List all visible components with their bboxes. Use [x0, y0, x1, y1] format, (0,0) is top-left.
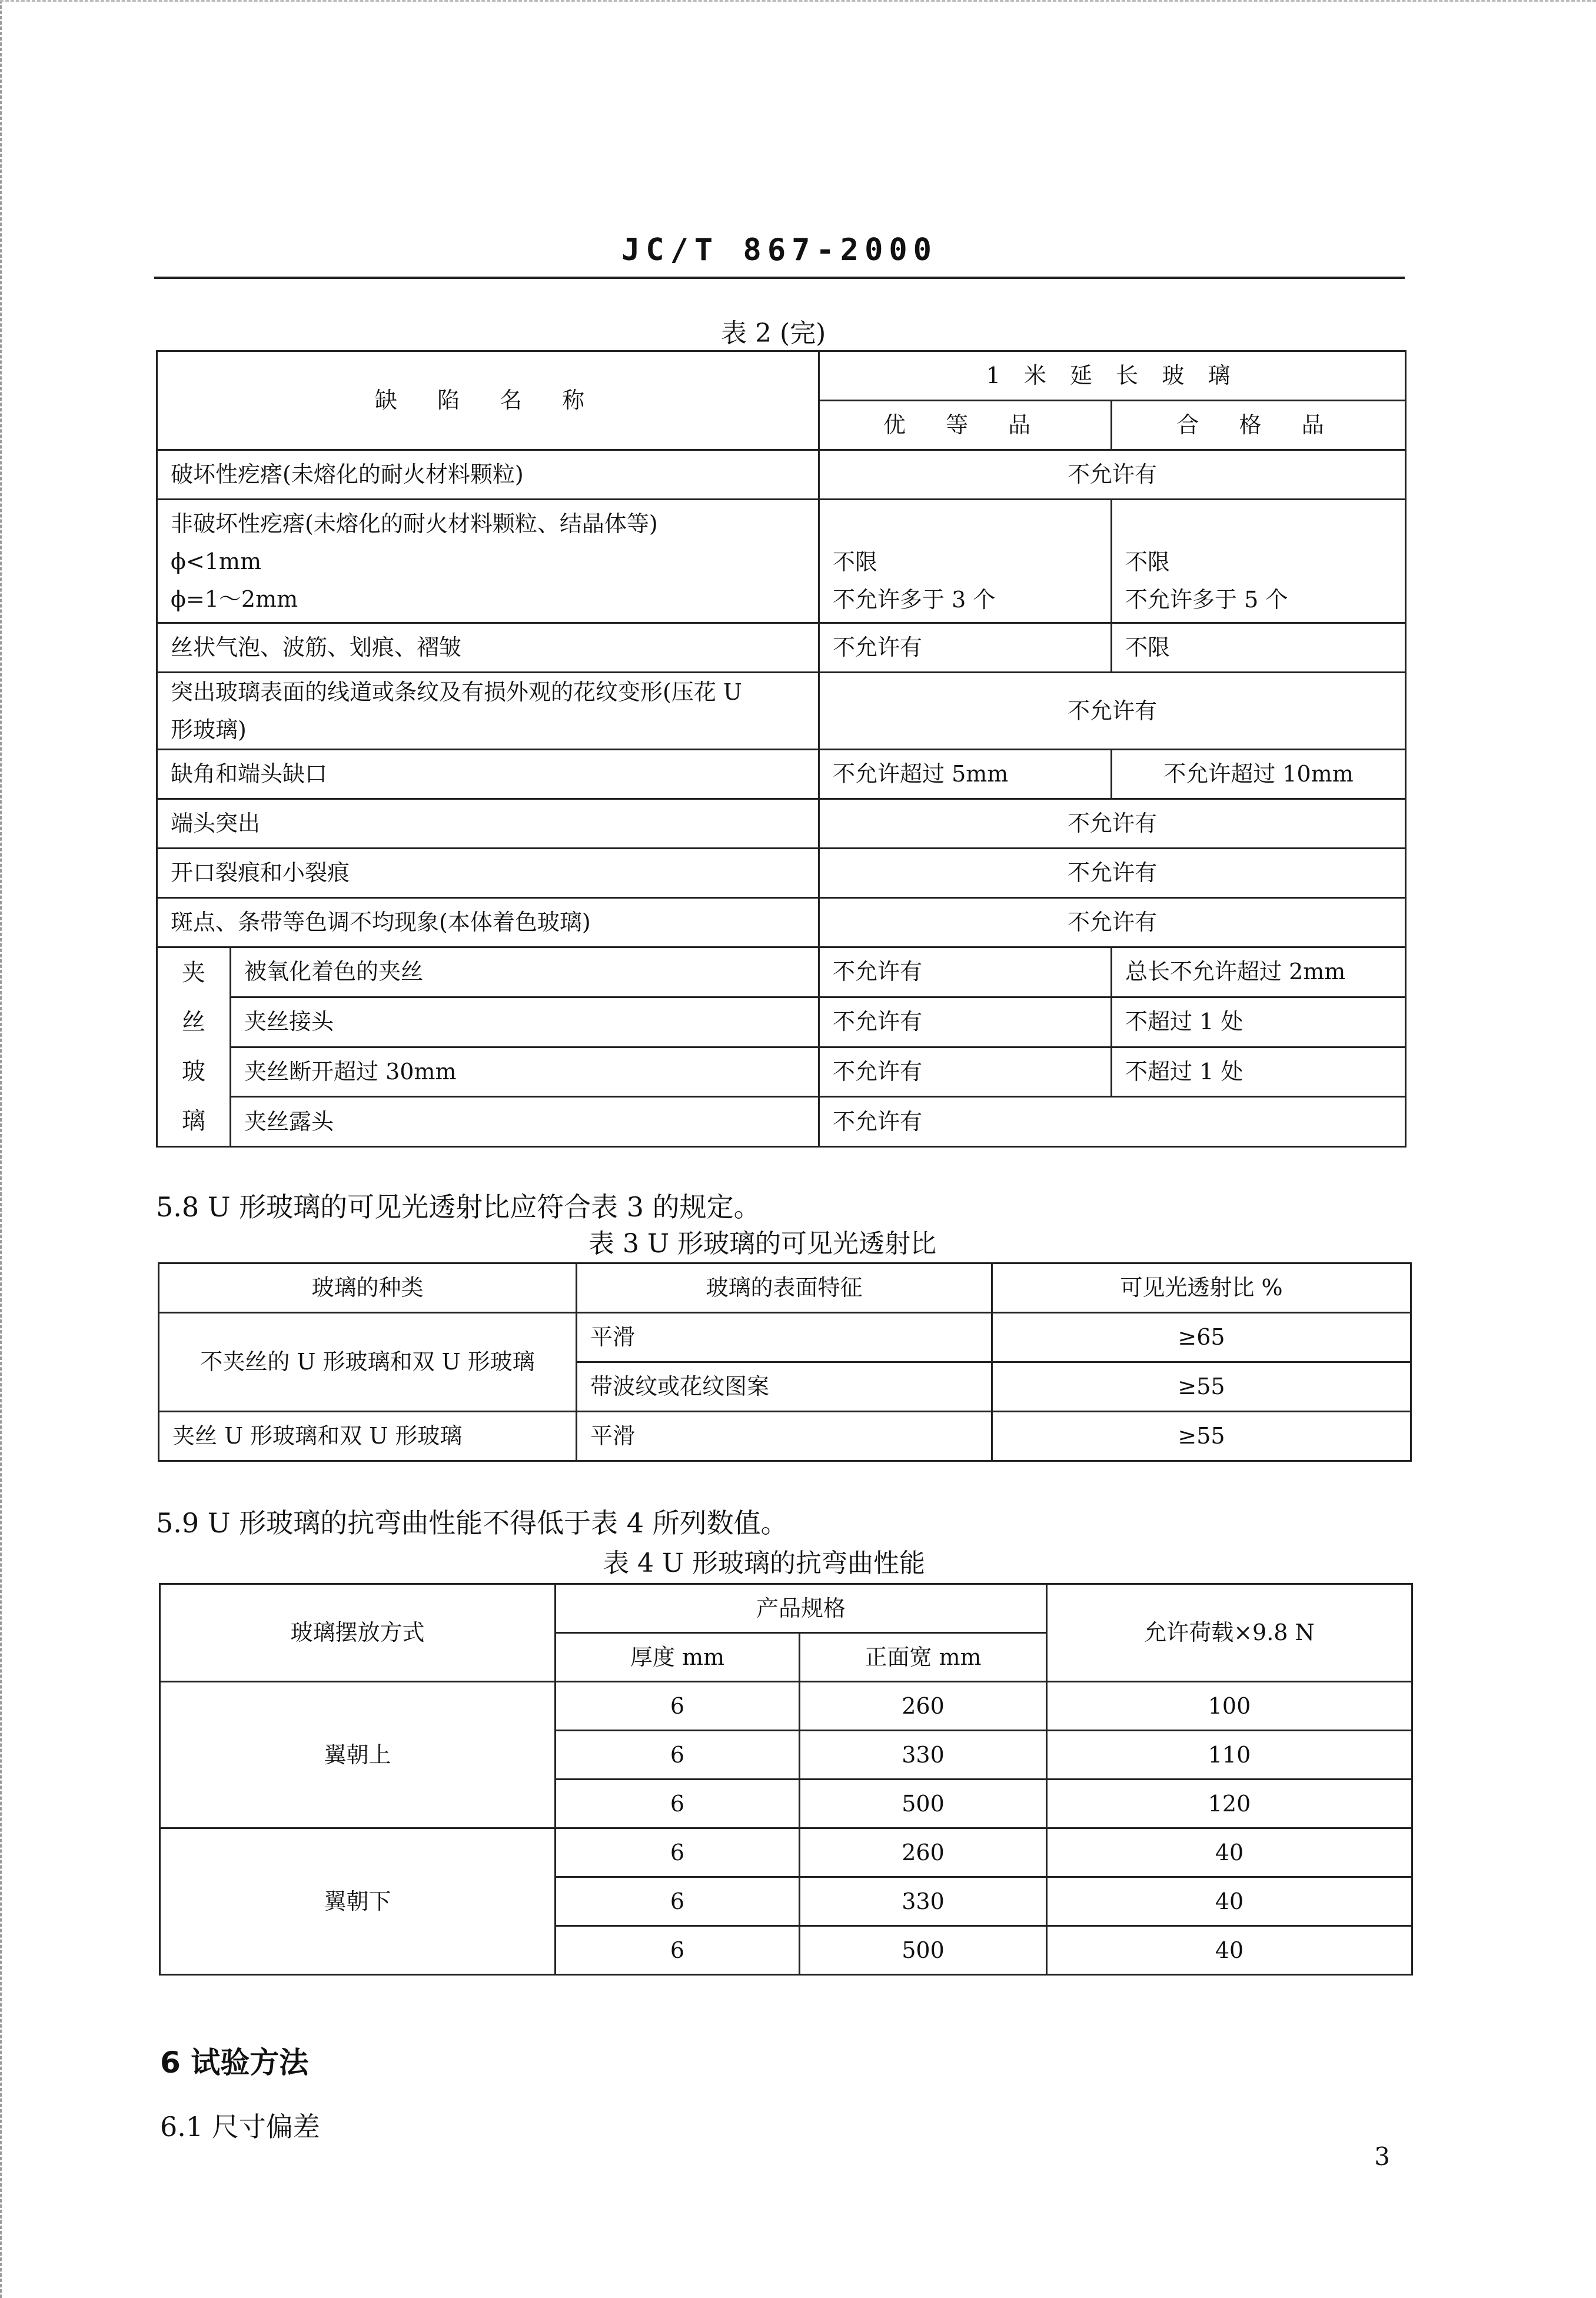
table2-row-name: 开口裂痕和小裂痕	[157, 849, 819, 898]
table2-row-name: 缺角和端头缺口	[157, 750, 819, 799]
clause-5-9: 5.9 U 形玻璃的抗弯曲性能不得低于表 4 所列数值。	[156, 1507, 788, 1539]
table2-head-group: 1 米 延 长 玻 璃	[819, 351, 1406, 401]
table3-header: 玻璃的种类	[159, 1263, 577, 1313]
table4-thickness: 6	[556, 1731, 800, 1780]
table4-head-load: 允许荷载×9.8 N	[1047, 1584, 1412, 1682]
table4-width: 330	[800, 1731, 1047, 1780]
scan-border-left	[0, 0, 5, 2298]
table3	[158, 1262, 1412, 1462]
table3-header: 可见光透射比 %	[992, 1263, 1411, 1313]
table4-load: 120	[1047, 1780, 1412, 1828]
section-6-heading: 6 试验方法	[160, 2046, 309, 2080]
table2-head-defect: 缺 陷 名 称	[157, 351, 819, 450]
table2-row-value: 不允许有	[819, 450, 1406, 500]
table4-load: 40	[1047, 1926, 1412, 1975]
table2-row-name: 端头突出	[157, 799, 819, 849]
table3-caption: 表 3 U 形玻璃的可见光透射比	[588, 1229, 937, 1259]
table2-head-grade1: 优 等 品	[819, 401, 1112, 450]
table3-surface: 平滑	[577, 1313, 992, 1362]
table2-row-name: 非破坏性疙瘩(未熔化的耐火材料颗粒、结晶体等) ϕ<1mm ϕ=1～2mm	[157, 500, 819, 623]
table2-head-grade2: 合 格 品	[1112, 401, 1406, 450]
table4-thickness: 6	[556, 1926, 800, 1975]
table4-thickness: 6	[556, 1780, 800, 1828]
table2-wire-row-value-b: 总长不允许超过 2mm	[1112, 947, 1406, 997]
table2-row-value-b: 不允许超过 10mm	[1112, 750, 1406, 799]
table4-width: 500	[800, 1926, 1047, 1975]
table2-row-value-a: 不允许超过 5mm	[819, 750, 1112, 799]
table2-wire-row-value-a: 不允许有	[819, 947, 1112, 997]
table4-width: 260	[800, 1682, 1047, 1731]
table4-thickness: 6	[556, 1682, 800, 1731]
scan-border-top	[0, 0, 1596, 5]
table4-width: 330	[800, 1877, 1047, 1926]
table2-row-value-b: 不限 不允许多于 5 个	[1112, 500, 1406, 623]
table2-wire-row-name: 夹丝露头	[231, 1097, 819, 1147]
table2-row-value-b: 不限	[1112, 623, 1406, 673]
table2-wire-row-name: 夹丝断开超过 30mm	[231, 1047, 819, 1097]
table4-load: 100	[1047, 1682, 1412, 1731]
table3-value: ≥55	[992, 1412, 1411, 1461]
table3-glass-type: 不夹丝的 U 形玻璃和双 U 形玻璃	[159, 1313, 577, 1412]
table2-wire-row-value-a: 不允许有	[819, 1047, 1112, 1097]
table3-surface: 平滑	[577, 1412, 992, 1461]
table4-head-spec: 产品规格	[556, 1584, 1047, 1633]
section-6-1-heading: 6.1 尺寸偏差	[160, 2111, 320, 2143]
table3-header: 玻璃的表面特征	[577, 1263, 992, 1313]
table2	[156, 350, 1407, 1148]
table3-value: ≥65	[992, 1313, 1411, 1362]
table2-row-name: 破坏性疙瘩(未熔化的耐火材料颗粒)	[157, 450, 819, 500]
table2-row-value-a: 不限 不允许多于 3 个	[819, 500, 1112, 623]
table2-caption: 表 2 (完)	[721, 318, 826, 348]
table4-load: 110	[1047, 1731, 1412, 1780]
table2-wire-group-label: 夹 丝 玻 璃	[157, 947, 231, 1147]
table4-head-width: 正面宽 mm	[800, 1633, 1047, 1682]
table4-load: 40	[1047, 1877, 1412, 1926]
header-rule	[154, 277, 1405, 279]
clause-5-8: 5.8 U 形玻璃的可见光透射比应符合表 3 的规定。	[156, 1191, 761, 1223]
table2-row-name: 丝状气泡、波筋、划痕、褶皱	[157, 623, 819, 673]
table4-thickness: 6	[556, 1828, 800, 1877]
table2-row-name: 突出玻璃表面的线道或条纹及有损外观的花纹变形(压花 U 形玻璃)	[157, 673, 819, 750]
table2-wire-row-value-a: 不允许有	[819, 997, 1112, 1047]
table2-wire-row-name: 夹丝接头	[231, 997, 819, 1047]
table2-wire-row-value-b: 不超过 1 处	[1112, 1047, 1406, 1097]
table4-load: 40	[1047, 1828, 1412, 1877]
table2-row-value: 不允许有	[819, 799, 1406, 849]
table4-caption: 表 4 U 形玻璃的抗弯曲性能	[603, 1548, 926, 1578]
table3-value: ≥55	[992, 1362, 1411, 1412]
table4	[159, 1583, 1413, 1976]
table2-wire-row-value-b: 不超过 1 处	[1112, 997, 1406, 1047]
table2-row-value: 不允许有	[819, 673, 1406, 750]
table2-row-value: 不允许有	[819, 898, 1406, 947]
table2-row-value-a: 不允许有	[819, 623, 1112, 673]
page-number: 3	[1374, 2142, 1390, 2171]
table2-row-name: 斑点、条带等色调不均现象(本体着色玻璃)	[157, 898, 819, 947]
table3-glass-type: 夹丝 U 形玻璃和双 U 形玻璃	[159, 1412, 577, 1461]
table4-group-label: 翼朝下	[160, 1828, 556, 1975]
table3-surface: 带波纹或花纹图案	[577, 1362, 992, 1412]
table2-wire-row-name: 被氧化着色的夹丝	[231, 947, 819, 997]
table2-row-value: 不允许有	[819, 849, 1406, 898]
table4-width: 500	[800, 1780, 1047, 1828]
table4-width: 260	[800, 1828, 1047, 1877]
table4-thickness: 6	[556, 1877, 800, 1926]
table4-group-label: 翼朝上	[160, 1682, 556, 1828]
table4-head-placement: 玻璃摆放方式	[160, 1584, 556, 1682]
table2-wire-row-value-a: 不允许有	[819, 1097, 1406, 1147]
standard-header: JC/T 867-2000	[621, 232, 937, 268]
table4-head-thickness: 厚度 mm	[556, 1633, 800, 1682]
